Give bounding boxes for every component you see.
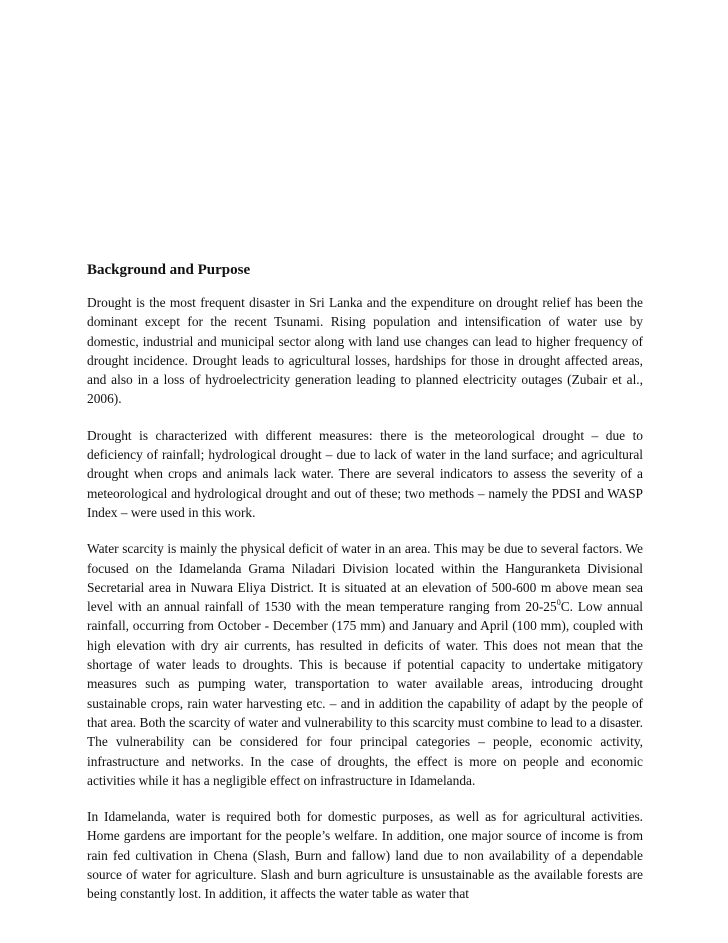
- paragraph-water-scarcity-part2: C. Low annual rainfall, occurring from October - December (175 mm) and January and April (100 mm), coupled with high elevation with dry air currents, has resulted in deficits of water. This does not mean that the shortage of water leads to droughts. This is because if potential capacity to undertake mitigatory measures such as pumping water, transportation to water available areas, introducing drought sustainable crops, rain water harvesting etc. – and in addition the capability of adapt by the people of that area. Both the scarcity of water and vulnerability to this scarcity must combine to lead to a disaster. The vulnerability can be considered for four principal categories – people, economic activity, infrastructure and networks. In the case of droughts, the effect is more on people and economic activities while it has a negligible effect on infrastructure in Idamelanda.: [87, 599, 643, 788]
- paragraph-water-scarcity: [87, 539, 643, 790]
- paragraph-drought-overview: Drought is the most frequent disaster in Sri Lanka and the expenditure on drought relief has been the dominant except for the recent Tsunami. Rising population and intensification of water use by domestic, industrial and municipal sector along with land use changes can lead to higher frequency of drought incidence. Drought leads to agricultural losses, hardships for those in drought affected areas, and also in a loss of hydroelectricity generation leading to planned electricity outages (Zubair et al., 2006).: [87, 295, 643, 407]
- section-heading: Background and Purpose: [87, 262, 251, 278]
- paragraph-drought-measures: Drought is characterized with different measures: there is the meteorological drought – due to deficiency of rainfall; hydrological drought – due to lack of water in the land surface; and agricultural drought when crops and animals lack water. There are several indicators to assess the severity of a meteorological and hydrological drought and out of these; two methods – namely the PDSI and WASP Index – were used in this work.: [87, 427, 643, 520]
- degree-superscript: 0: [556, 598, 561, 608]
- document-body: [87, 261, 643, 921]
- paragraph-water-scarcity-part1: Water scarcity is mainly the physical deficit of water in an area. This may be due to several factors. We focused on the Idamelanda Grama Niladari Division located within the Hanguranketa Divisional Secretarial area in Nuwara Eliya District. It is situated at an elevation of 500-600 m above mean sea level with an annual rainfall of 1530 with the mean temperature ranging from 20-25: [87, 541, 643, 615]
- paragraph-idamelanda-water-use: In Idamelanda, water is required both for domestic purposes, as well as for agricultural activities. Home gardens are important for the people’s welfare. In addition, one major source of income is from rain fed cultivation in Chena (Slash, Burn and fallow) land due to non availability of a dependable source of water for agriculture. Slash and burn agriculture is unsustainable as the available forests are being constantly lost. In addition, it affects the water table as water that: [87, 809, 643, 902]
